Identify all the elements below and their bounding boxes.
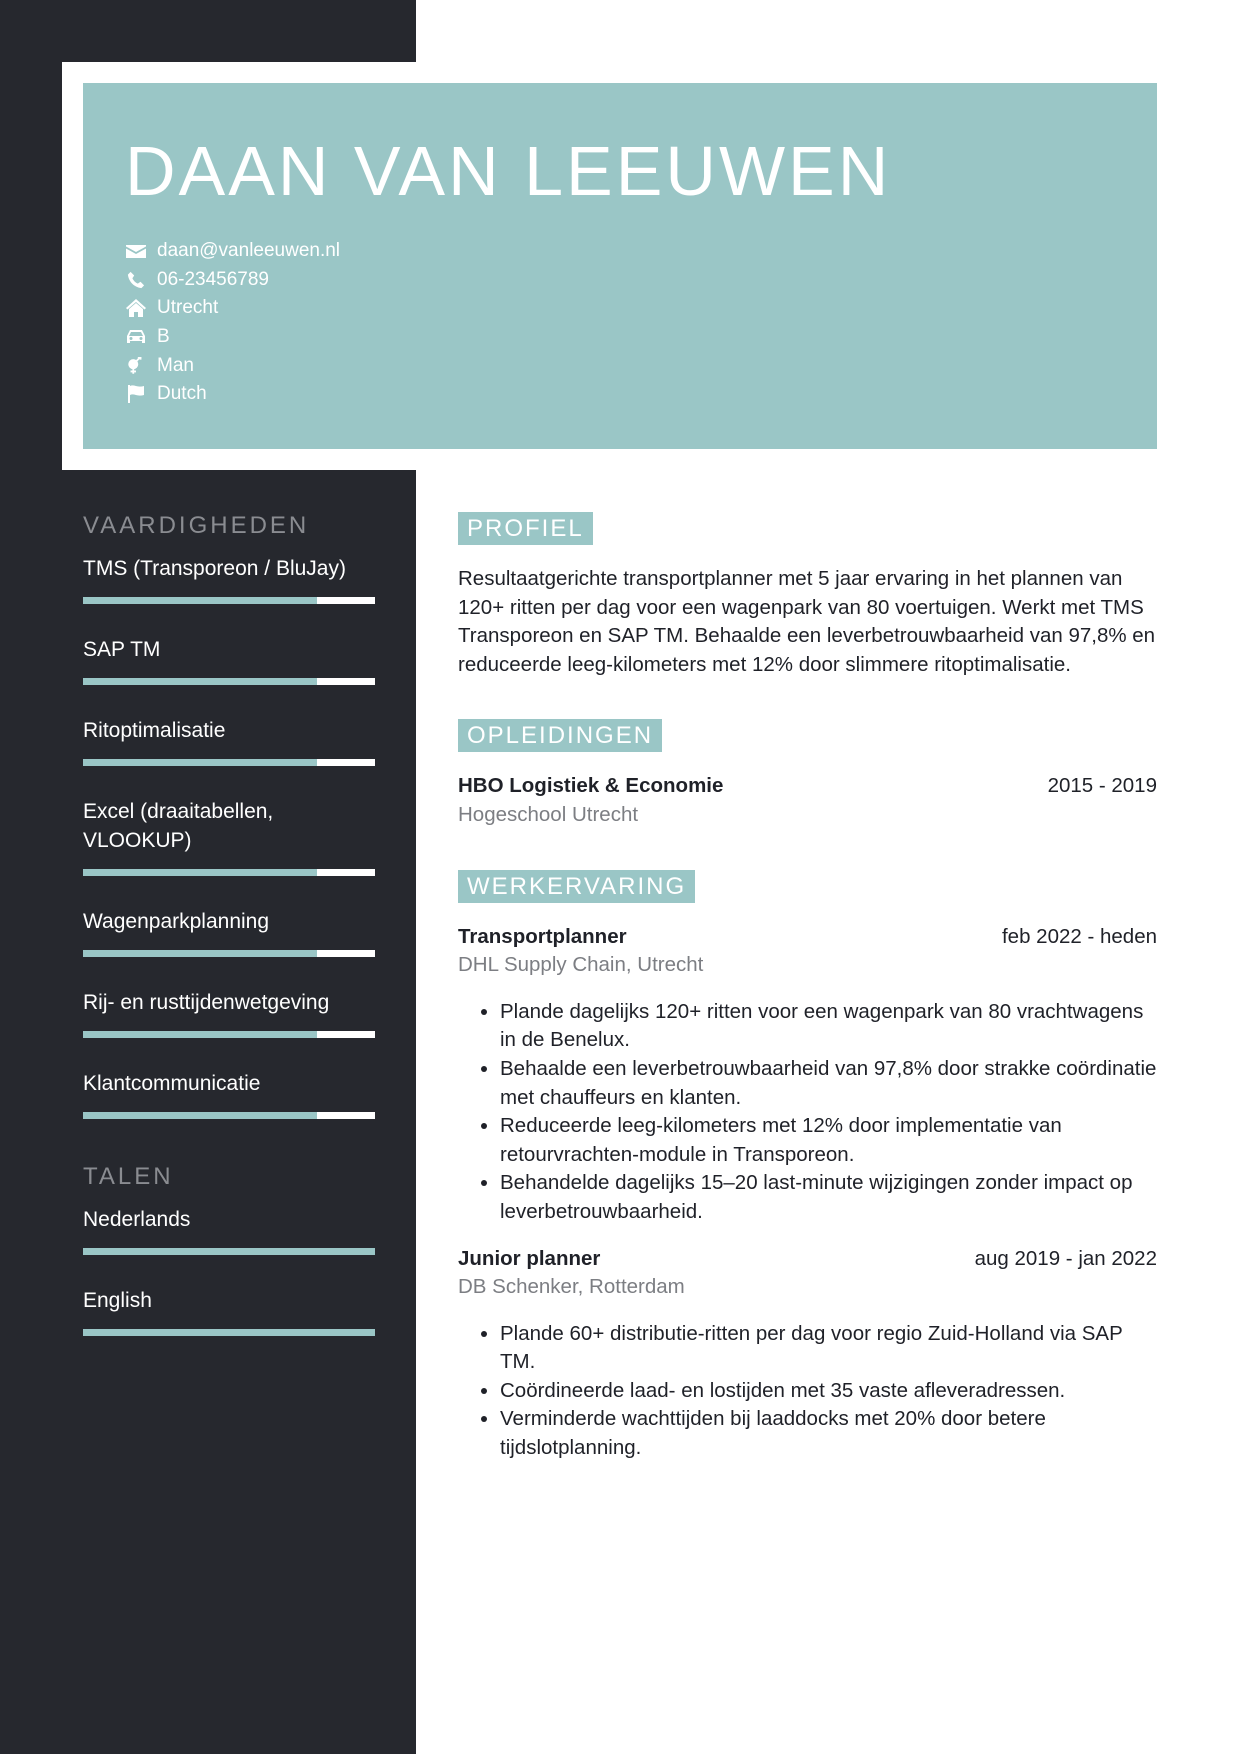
language-item bbox=[83, 1205, 375, 1255]
skill-label: TMS (Transporeon / BluJay) bbox=[83, 557, 346, 580]
profile-title: PROFIEL bbox=[458, 512, 593, 545]
contact-nationality bbox=[125, 380, 340, 409]
languages-section bbox=[83, 1163, 375, 1336]
envelope-icon bbox=[125, 241, 147, 261]
skill-bar-fill bbox=[83, 1031, 317, 1038]
experience-bullet: • Plande dagelijks 120+ ritten voor een wagenpark van 80 vrachtwagens in de Benelux. bbox=[500, 998, 1157, 1055]
contact-gender bbox=[125, 351, 340, 380]
experience-bullet: • Behandelde dagelijks 15–20 last-minute wijzigingen zonder impact op leverbetrouwbaarheid. bbox=[500, 1169, 1157, 1226]
education-header bbox=[458, 772, 1157, 801]
skill-bar bbox=[83, 869, 375, 876]
experience-bullet: • Plande 60+ distributie-ritten per dag voor regio Zuid-Holland via SAP TM. bbox=[500, 1320, 1157, 1377]
skill-item bbox=[83, 988, 375, 1038]
experience-bullet: • Behaalde een leverbetrouwbaarheid van 97,8% door strakke coördinatie met chauffeurs en klanten. bbox=[500, 1055, 1157, 1112]
experience-company: DHL Supply Chain, Utrecht bbox=[458, 953, 704, 977]
experience-entry bbox=[458, 923, 1157, 1227]
skill-bar bbox=[83, 759, 375, 766]
skill-bar-fill bbox=[83, 869, 317, 876]
header-panel bbox=[83, 83, 1157, 449]
contact-email-text: daan@vanleeuwen.nl bbox=[157, 240, 341, 262]
contact-gender-text: Man bbox=[157, 354, 194, 376]
experience-section bbox=[458, 870, 1157, 1463]
education-period: 2015 - 2019 bbox=[1047, 774, 1157, 798]
experience-role: Transportplanner bbox=[458, 924, 627, 948]
language-bar bbox=[83, 1248, 375, 1255]
contact-license bbox=[125, 323, 340, 352]
skill-bar-fill bbox=[83, 1112, 317, 1119]
skill-bar bbox=[83, 678, 375, 685]
skill-bar bbox=[83, 597, 375, 604]
language-label: English bbox=[83, 1289, 152, 1312]
experience-role: Junior planner bbox=[458, 1246, 601, 1270]
flag-icon bbox=[125, 384, 147, 404]
contact-email bbox=[125, 237, 340, 266]
skill-label: Ritoptimalisatie bbox=[83, 719, 226, 742]
education-school: Hogeschool Utrecht bbox=[458, 802, 639, 826]
gender-icon bbox=[125, 356, 147, 376]
skill-bar-fill bbox=[83, 597, 317, 604]
experience-header bbox=[458, 923, 1157, 952]
candidate-name: DAAN VAN LEEUWEN bbox=[125, 132, 892, 210]
skill-item bbox=[83, 797, 375, 876]
contact-city bbox=[125, 294, 340, 323]
language-bar bbox=[83, 1329, 375, 1336]
contact-license-text: B bbox=[157, 326, 170, 348]
skills-section bbox=[83, 512, 375, 1119]
language-label: Nederlands bbox=[83, 1208, 191, 1231]
skill-item bbox=[83, 1069, 375, 1119]
experience-entry bbox=[458, 1245, 1157, 1463]
contact-phone bbox=[125, 266, 340, 295]
skill-label: Wagenparkplanning bbox=[83, 910, 270, 933]
skill-bar bbox=[83, 950, 375, 957]
main-content bbox=[458, 512, 1157, 1463]
contact-city-text: Utrecht bbox=[157, 297, 219, 319]
education-section bbox=[458, 719, 1157, 829]
skill-item bbox=[83, 635, 375, 685]
experience-bullet: • Verminderde wachttijden bij laaddocks met 20% door betere tijdslotplanning. bbox=[500, 1405, 1157, 1462]
language-bar-fill bbox=[83, 1329, 375, 1336]
experience-company: DB Schenker, Rotterdam bbox=[458, 1275, 685, 1299]
experience-bullets bbox=[458, 998, 1157, 1227]
experience-bullet: • Reduceerde leeg-kilometers met 12% door implementatie van retourvrachten-module in Transporeon. bbox=[500, 1112, 1157, 1169]
skill-bar-fill bbox=[83, 759, 317, 766]
skill-label: Excel (draaitabellen, VLOOKUP) bbox=[83, 800, 274, 852]
contact-phone-text: 06-23456789 bbox=[157, 268, 269, 290]
experience-period: feb 2022 - heden bbox=[1001, 924, 1157, 948]
car-icon bbox=[125, 327, 147, 347]
experience-bullet: • Coördineerde laad- en lostijden met 35 vaste afleveradressen. bbox=[500, 1377, 1157, 1406]
languages-title: TALEN bbox=[83, 1163, 174, 1190]
contact-nationality-text: Dutch bbox=[157, 383, 207, 405]
skill-label: Klantcommunicatie bbox=[83, 1072, 261, 1095]
skill-item bbox=[83, 554, 375, 604]
experience-title: WERKERVARING bbox=[458, 870, 695, 903]
skill-bar bbox=[83, 1031, 375, 1038]
contact-list bbox=[125, 237, 340, 409]
skill-item bbox=[83, 716, 375, 766]
profile-text: Resultaatgerichte transportplanner met 5 jaar ervaring in het plannen van 120+ ritten per dag voor een wagenpark van 80 voertuigen. Werkt met TMS Transporeon en SAP TM. Behaalde een leverbetrouwbaarheid van 97,8% en reduceerde leeg-kilometers met 12% door slimmere ritoptimalisatie. bbox=[458, 567, 1156, 676]
skill-item bbox=[83, 907, 375, 957]
experience-period: aug 2019 - jan 2022 bbox=[974, 1246, 1157, 1270]
skill-label: SAP TM bbox=[83, 638, 161, 661]
education-entry bbox=[458, 772, 1157, 829]
experience-header bbox=[458, 1245, 1157, 1274]
skills-title: VAARDIGHEDEN bbox=[83, 512, 310, 539]
education-title: OPLEIDINGEN bbox=[458, 719, 662, 752]
education-degree: HBO Logistiek & Economie bbox=[458, 774, 724, 798]
header bbox=[62, 62, 1241, 470]
home-icon bbox=[125, 298, 147, 318]
profile-section bbox=[458, 512, 1157, 679]
skill-label: Rij- en rusttijdenwetgeving bbox=[83, 991, 330, 1014]
language-item bbox=[83, 1286, 375, 1336]
language-bar-fill bbox=[83, 1248, 375, 1255]
experience-bullets bbox=[458, 1320, 1157, 1463]
phone-icon bbox=[125, 270, 147, 290]
skill-bar-fill bbox=[83, 678, 317, 685]
skill-bar-fill bbox=[83, 950, 317, 957]
skill-bar bbox=[83, 1112, 375, 1119]
